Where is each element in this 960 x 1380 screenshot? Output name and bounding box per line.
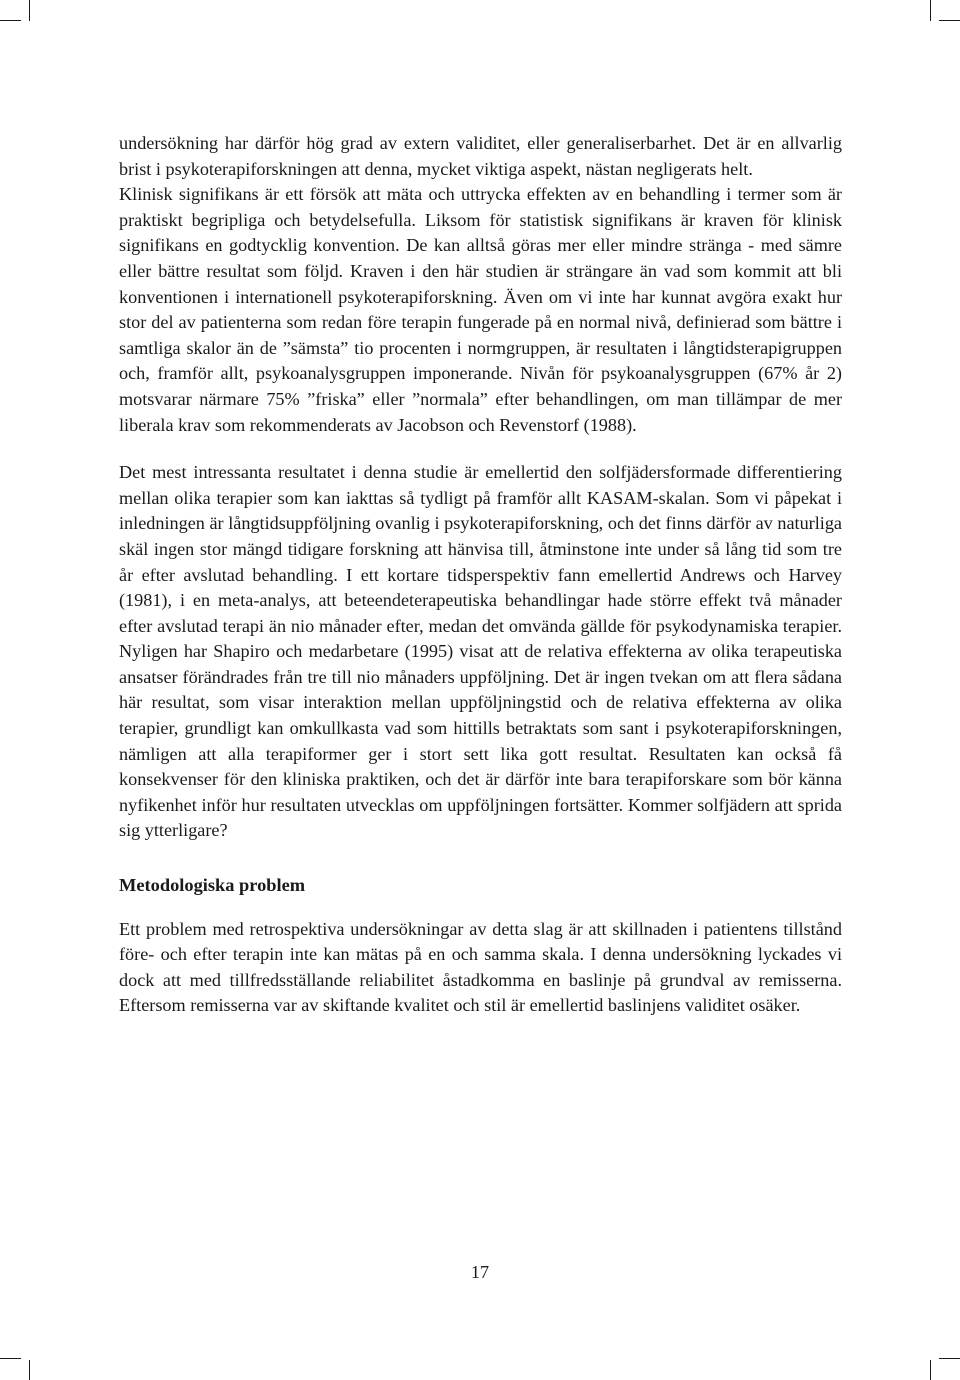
section-spacer xyxy=(119,844,842,873)
crop-mark-bottom-right-v xyxy=(930,1360,931,1380)
crop-mark-bottom-left-h xyxy=(0,1358,21,1359)
paragraph-external-validity: undersökning har därför hög grad av extern validitet, eller generaliserbarhet. Det är en allvarlig brist i psykoterapiforskningen att denna, mycket viktiga aspekt, nästan negligerats helt. xyxy=(119,133,842,179)
text-column xyxy=(119,131,842,1019)
crop-mark-top-right-v xyxy=(930,0,931,21)
crop-mark-top-left-h xyxy=(0,20,21,21)
section-heading: Metodologiska problem xyxy=(119,875,306,896)
crop-mark-top-left-v xyxy=(29,0,30,21)
paragraph-clinical-significance: Klinisk signifikans är ett försök att mäta och uttrycka effekten av en behandling i termer som är praktiskt begripliga och betydelsefulla. Liksom för statistisk signifikans är kraven för klinisk signifikans en godtycklig konvention. De kan alltså göras mer eller mindre stränga - med sämre eller bättre resultat som följd. Kraven i den här studien är strängare än vad som kommit att bli konventionen i internationell psykoterapiforskning. Även om vi inte har kunnat avgöra exakt hur stor del av patienterna som redan före terapin fungerade på en normal nivå, definierad som bättre i samtliga skalor än de ”sämsta” tio procenten i normgruppen, är resultaten i långtidsterapigruppen och, framför allt, psykoanalysgruppen imponerande. Nivån för psykoanalysgruppen (67% år 2) motsvarar närmare 75% ”friska” eller ”normala” efter behandlingen, om man tillämpar de mer liberala krav som rekommenderats av Jacobson och Revenstorf (1988). xyxy=(119,184,842,435)
section-spacer xyxy=(119,899,842,917)
paragraph-spacer xyxy=(119,438,842,460)
paragraph-methodological-problems: Ett problem med retrospektiva undersökningar av detta slag är att skillnaden i patientens tillstånd före- och efter terapin inte kan mätas på en och samma skala. I denna undersökning lyckades vi dock att med tillfredsställande reliabilitet åstadkomma en baslinje på grundval av remisserna. Eftersom remisserna var av skiftande kvalitet och stil är emellertid baslinjens validitet osäker. xyxy=(119,918,842,1016)
crop-mark-bottom-left-v xyxy=(29,1360,30,1380)
paragraph-fan-shaped-differentiation: Det mest intressanta resultatet i denna studie är emellertid den solfjädersformade differentiering mellan olika terapier som kan iakttas så tydligt på framför allt KASAM-skalan. Som vi påpekat i inledningen är långtidsuppföljning ovanlig i psykoterapiforskning, och det finns därför av naturliga skäl ingen stor mängd tidigare forskning att hänvisa till, åtminstone inte under så lång tid som tre år efter avslutad behandling. I ett kortare tidsperspektiv fann emellertid Andrews och Harvey (1981), i en meta-analys, att beteendeterapeutiska behandlingar hade större effekt två månader efter avslutad terapi än nio månader efter, medan det omvända gällde för psykodynamiska terapier. Nyligen har Shapiro och medarbetare (1995) visat att de relativa effekterna av olika terapeutiska ansatser förändrades från tre till nio månaders uppföljning. Det är ingen tvekan om att flera sådana här resultat, som visar interaktion mellan uppföljningstid och de relativa effekterna av olika terapier, grundligt kan omkullkasta vad som hittills betraktats som sant i psykoterapiforskningen, nämligen att alla terapiformer ger i stort sett lika gott resultat. Resultaten kan också få konsekvenser för den kliniska praktiken, och det är därför inte bara terapiforskare som bör känna nyfikenhet inför hur resultaten utvecklas om uppföljningen fortsätter. Kommer solfjädern att sprida sig ytterligare? xyxy=(119,462,842,841)
crop-mark-top-right-h xyxy=(939,20,960,21)
crop-mark-bottom-right-h xyxy=(939,1358,960,1359)
page-number: 17 xyxy=(470,1262,490,1282)
